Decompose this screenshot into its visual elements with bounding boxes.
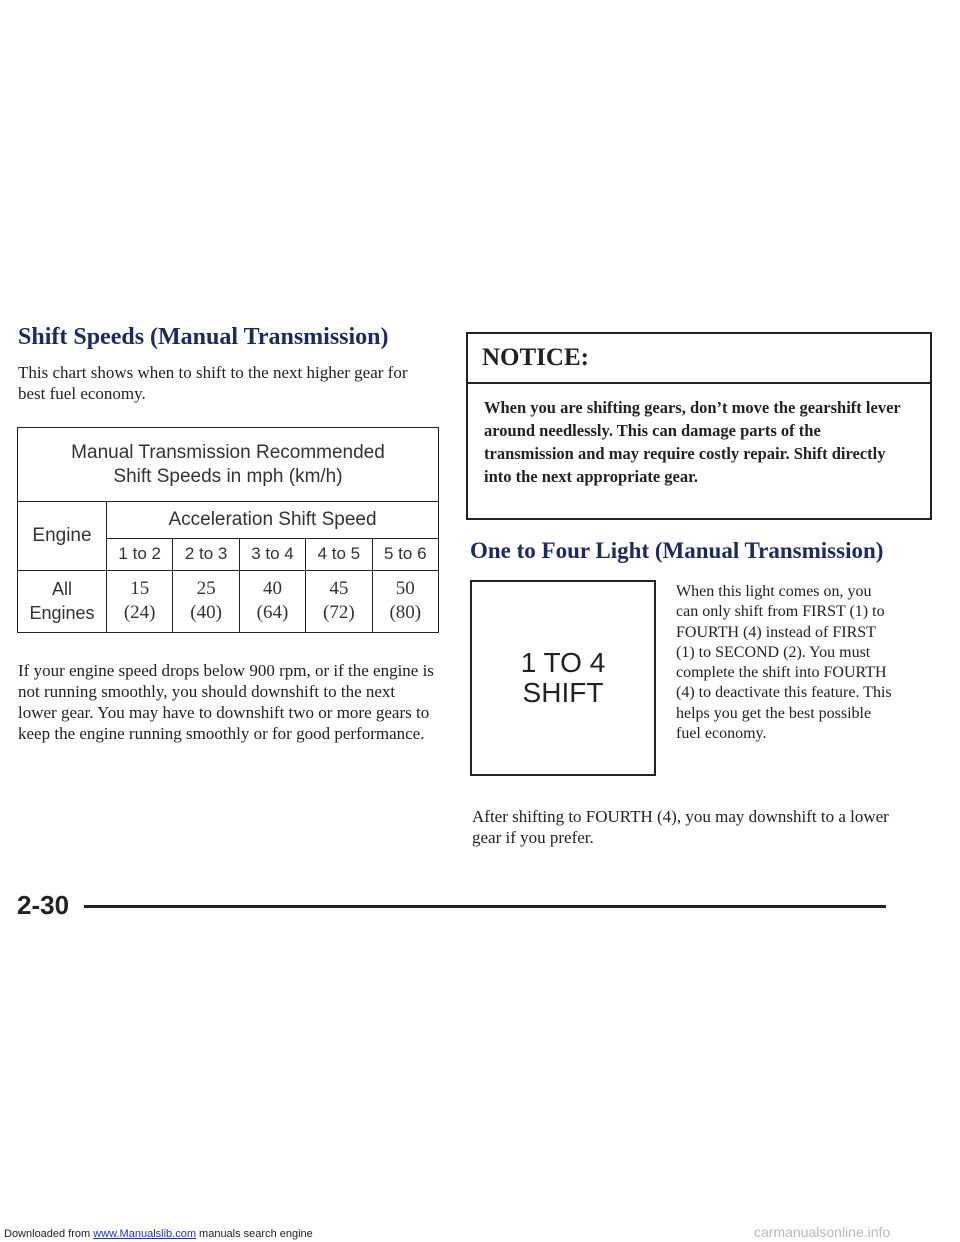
notice-box (466, 332, 932, 520)
kmh-value: (40) (190, 602, 222, 624)
footer-prefix: Downloaded from (4, 1228, 94, 1240)
speed-cell (306, 570, 372, 632)
shift-speed-table (17, 427, 439, 633)
col-header: 1 to 2 (107, 538, 173, 570)
section-title: One to Four Light (Manual Transmission) (470, 538, 884, 563)
table-caption (18, 428, 439, 502)
col-header: 2 to 3 (173, 538, 239, 570)
mph-value: 50 (395, 578, 415, 600)
speed-cell (239, 570, 305, 632)
speed-cell (173, 570, 239, 632)
row-label-line2: Engines (29, 603, 95, 624)
engine-header: Engine (18, 502, 107, 570)
kmh-value: (24) (123, 602, 156, 624)
notice-heading: NOTICE: (468, 334, 930, 384)
intro-text: This chart shows when to shift to the next higher gear for best fuel economy. (18, 363, 408, 403)
col-header: 5 to 6 (372, 538, 438, 570)
col-header: 4 to 5 (306, 538, 372, 570)
mph-value: 40 (262, 578, 282, 600)
download-footer (4, 1228, 313, 1240)
watermark: carmanualsonline.info (754, 1224, 891, 1240)
shift-light-line2: SHIFT (522, 677, 604, 708)
mph-value: 45 (329, 578, 349, 600)
page-title: Shift Speeds (Manual Transmission) (18, 324, 389, 350)
speed-cell (107, 570, 173, 632)
light-description: When this light comes on, you can only shift from FIRST (1) to FOURTH (4) instead of FIRST (1) to SECOND (2). You must complete the shift into FOURTH (4) to deactivate this feature. This helps you get the best possible fuel economy. (676, 583, 892, 743)
kmh-value: (80) (389, 602, 422, 624)
after-shift-text: After shifting to FOURTH (4), you may downshift to a lower gear if you prefer. (472, 807, 889, 847)
page-number: 2-30 (17, 890, 70, 920)
row-label-line1: All (51, 579, 72, 600)
footer-suffix: manuals search engine (195, 1228, 313, 1240)
notice-body: When you are shifting gears, don’t move the gearshift lever around needlessly. This can damage parts of the transmission and may require costly repair. Shift directly into the next appropriate gear. (484, 398, 901, 486)
row-label (18, 570, 107, 632)
kmh-value: (64) (256, 602, 289, 624)
table-caption-line1: Manual Transmission Recommended (71, 441, 385, 463)
col-header: 3 to 4 (239, 538, 305, 570)
table-caption-line2: Shift Speeds in mph (km/h) (113, 465, 343, 487)
speed-cell (372, 570, 438, 632)
mph-value: 15 (130, 578, 150, 600)
shift-light-line1: 1 TO 4 (520, 647, 606, 678)
kmh-value: (72) (323, 602, 355, 624)
manualslib-link[interactable]: www.Manualslib.com (93, 1228, 196, 1240)
mph-value: 25 (196, 578, 216, 600)
downshift-paragraph: If your engine speed drops below 900 rpm, or if the engine is not running smoothly, you should downshift to the next lower gear. You may have to downshift two or more gears to keep the engine running smoothly or for good performance. (18, 661, 434, 743)
accel-header: Acceleration Shift Speed (107, 502, 439, 538)
shift-light-indicator (470, 580, 656, 776)
footer-rule (84, 905, 886, 908)
